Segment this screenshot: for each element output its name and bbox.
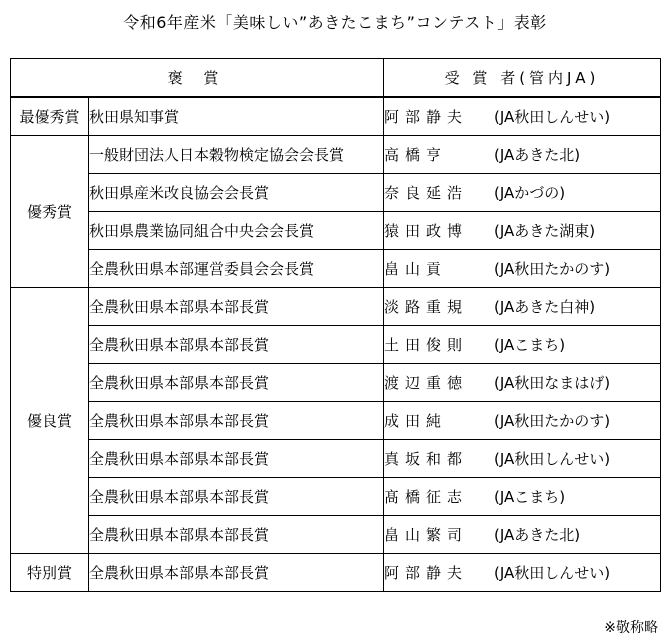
award-name: 全農秋田県本部県本部長賞 xyxy=(89,326,384,364)
recipient-ja: (JAこまち) xyxy=(494,488,566,506)
table-row xyxy=(11,326,661,364)
award-category: 特別賞 xyxy=(11,554,89,592)
recipient-name: 渡辺重徳 xyxy=(384,374,469,392)
document-title: 令和6年産米「美味しい”あきたこまち”コンテスト」表彰 xyxy=(123,13,547,32)
recipient-ja: (JAあきた白神) xyxy=(494,298,596,316)
award-name: 全農秋田県本部県本部長賞 xyxy=(89,364,384,402)
table-row xyxy=(11,440,661,478)
recipient-name: 畠山貢 xyxy=(384,260,448,278)
recipient-cell xyxy=(384,174,661,212)
award-name: 全農秋田県本部県本部長賞 xyxy=(89,288,384,326)
recipient-cell xyxy=(384,97,661,136)
recipient-name: 成田純 xyxy=(384,412,448,430)
award-name: 全農秋田県本部県本部長賞 xyxy=(89,402,384,440)
recipient-ja: (JA秋田しんせい) xyxy=(494,450,611,468)
recipient-ja: (JAあきた湖東) xyxy=(494,222,596,240)
recipient-ja: (JA秋田しんせい) xyxy=(494,108,611,126)
recipient-name: 真坂和都 xyxy=(384,450,469,468)
awards-table xyxy=(10,58,661,592)
recipient-cell xyxy=(384,326,661,364)
header-row xyxy=(11,59,661,98)
recipient-name: 髙橋征志 xyxy=(384,488,469,506)
recipient-cell xyxy=(384,288,661,326)
table-row xyxy=(11,174,661,212)
table-row xyxy=(11,402,661,440)
recipient-cell xyxy=(384,250,661,288)
award-name: 全農秋田県本部県本部長賞 xyxy=(89,516,384,554)
recipient-name: 阿部静夫 xyxy=(384,108,469,126)
recipient-cell xyxy=(384,516,661,554)
award-category: 最優秀賞 xyxy=(11,97,89,136)
recipient-ja: (JA秋田しんせい) xyxy=(494,564,611,582)
recipient-ja: (JAかづの) xyxy=(494,184,566,202)
recipient-cell xyxy=(384,440,661,478)
footnote: ※敬称略 xyxy=(604,620,658,636)
recipient-name: 畠山繁司 xyxy=(384,526,469,544)
recipient-cell xyxy=(384,136,661,174)
table-row xyxy=(11,478,661,516)
award-name: 全農秋田県本部県本部長賞 xyxy=(89,478,384,516)
recipient-name: 阿部静夫 xyxy=(384,564,469,582)
recipient-ja: (JA秋田たかのす) xyxy=(494,260,611,278)
recipient-cell xyxy=(384,364,661,402)
table-row xyxy=(11,516,661,554)
recipient-column-header: 受 賞 者(管内JA) xyxy=(384,59,661,98)
recipient-name: 土田俊則 xyxy=(384,336,469,354)
award-column-header: 褒 賞 xyxy=(11,59,384,98)
table-row xyxy=(11,97,661,136)
recipient-ja: (JAあきた北) xyxy=(494,526,581,544)
table-row xyxy=(11,554,661,592)
recipient-cell xyxy=(384,554,661,592)
recipient-name: 猿田政博 xyxy=(384,222,469,240)
award-name: 全農秋田県本部県本部長賞 xyxy=(89,440,384,478)
award-name: 一般財団法人日本穀物検定協会会長賞 xyxy=(89,136,384,174)
award-name: 秋田県知事賞 xyxy=(89,97,384,136)
recipient-cell xyxy=(384,212,661,250)
awards-table-body xyxy=(11,97,661,592)
award-category: 優良賞 xyxy=(11,288,89,554)
recipient-cell xyxy=(384,478,661,516)
award-name: 全農秋田県本部県本部長賞 xyxy=(89,554,384,592)
recipient-name: 高橋亨 xyxy=(384,146,448,164)
recipient-ja: (JAあきた北) xyxy=(494,146,581,164)
table-row xyxy=(11,288,661,326)
recipient-ja: (JAこまち) xyxy=(494,336,566,354)
recipient-name: 淡路重規 xyxy=(384,298,469,316)
table-row xyxy=(11,212,661,250)
table-row xyxy=(11,364,661,402)
award-name: 秋田県産米改良協会会長賞 xyxy=(89,174,384,212)
award-name: 全農秋田県本部運営委員会会長賞 xyxy=(89,250,384,288)
table-row xyxy=(11,250,661,288)
recipient-name: 奈良延浩 xyxy=(384,184,469,202)
award-name: 秋田県農業協同組合中央会会長賞 xyxy=(89,212,384,250)
recipient-cell xyxy=(384,402,661,440)
award-category: 優秀賞 xyxy=(11,136,89,288)
table-row xyxy=(11,136,661,174)
recipient-ja: (JA秋田たかのす) xyxy=(494,412,611,430)
recipient-ja: (JA秋田なまはげ) xyxy=(494,374,611,392)
